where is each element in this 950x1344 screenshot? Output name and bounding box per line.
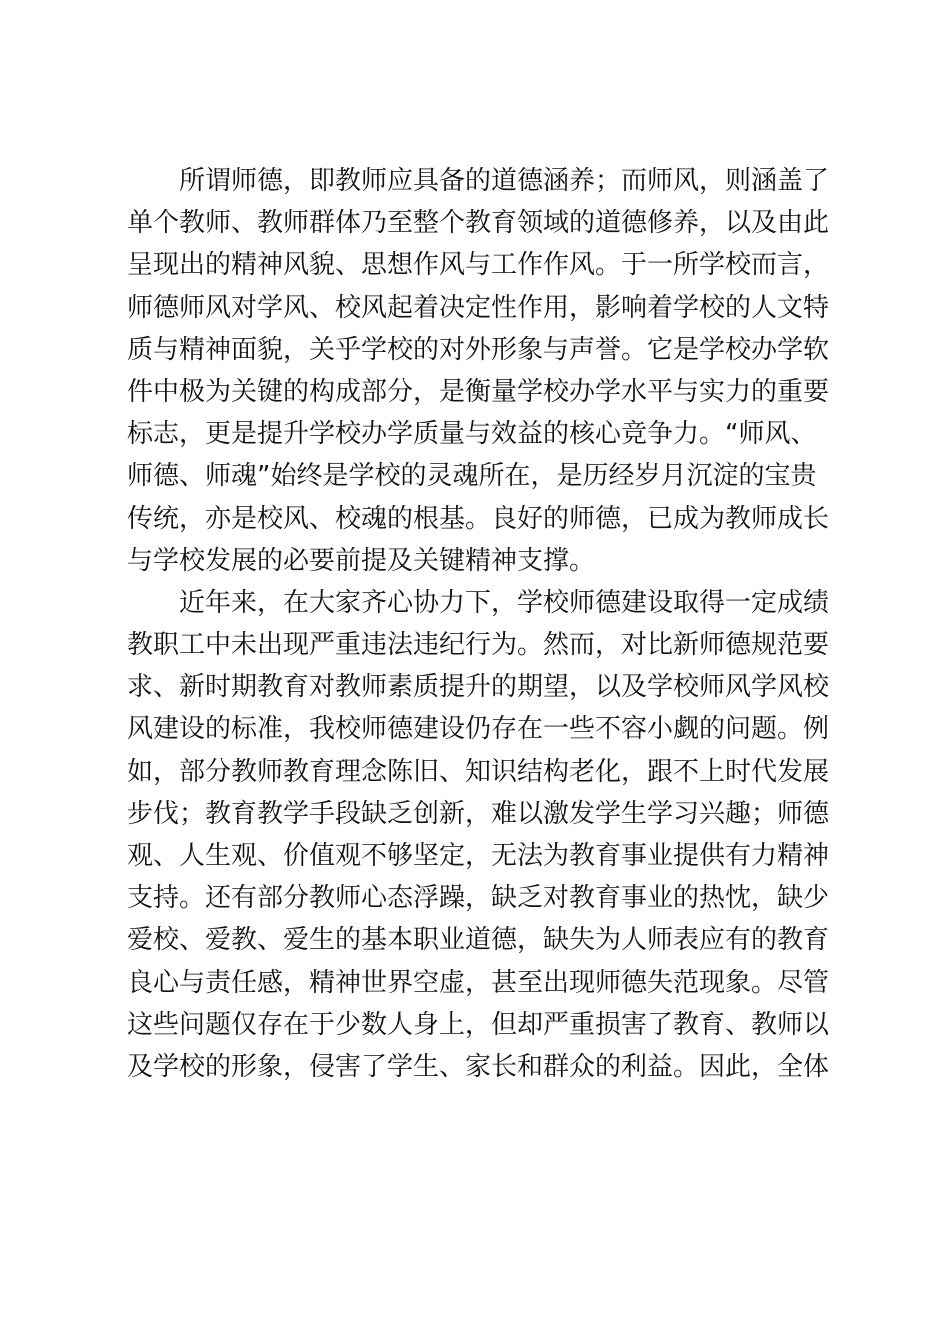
paragraph-1-line-1: 所谓师德，即教师应具备的道德涵养；而师风，则涵盖了 [179,166,830,196]
paragraph-1-line-7: 标志，更是提升学校办学质量与效益的核心竞争力。“师风、 [127,419,817,450]
paragraph-1-line-2: 单个教师、教师群体乃至整个教育领域的道德修养，以及由此 [127,208,830,239]
paragraph-1-line-10: 与学校发展的必要前提及关键精神支撑。 [127,545,596,576]
paragraph-2-line-6: 步伐；教育教学手段缺乏创新，难以激发学生学习兴趣；师德 [127,798,830,829]
paragraph-2-line-10: 良心与责任感，精神世界空虚，甚至出现师德失范现象。尽管 [127,967,830,998]
paragraph-2-line-9: 爱校、爱教、爱生的基本职业道德，缺失为人师表应有的教育 [127,925,830,956]
paragraph-1-line-8: 师德、师魂”始终是学校的灵魂所在，是历经岁月沉淀的宝贵 [127,461,817,492]
paragraph-1-line-4: 师德师风对学风、校风起着决定性作用，影响着学校的人文特 [127,292,830,323]
document-body [127,160,833,1088]
paragraph-2-line-12: 及学校的形象，侵害了学生、家长和群众的利益。因此，全体 [127,1051,830,1082]
paragraph-2-line-7: 观、人生观、价值观不够坚定，无法为教育事业提供有力精神 [127,841,830,871]
paragraph-2-line-4: 风建设的标准，我校师德建设仍存在一些不容小觑的问题。例 [127,714,830,745]
paragraph-2-line-5: 如，部分教师教育理念陈旧、知识结构老化，跟不上时代发展 [127,756,830,787]
paragraph-1-line-5: 质与精神面貌，关乎学校的对外形象与声誉。它是学校办学软 [127,334,830,365]
paragraph-2-line-1: 近年来，在大家齐心协力下，学校师德建设取得一定成绩 [179,587,830,618]
paragraph-2-line-2: 教职工中未出现严重违法违纪行为。然而，对比新师德规范要 [127,630,830,661]
paragraph-1-line-3: 呈现出的精神风貌、思想作风与工作作风。于一所学校而言， [127,250,830,281]
paragraph-1-line-9: 传统，亦是校风、校魂的根基。良好的师德，已成为教师成长 [127,503,830,534]
paragraph-2-line-11: 这些问题仅存在于少数人身上，但却严重损害了教育、教师以 [127,1009,830,1040]
paragraph-2-line-8: 支持。还有部分教师心态浮躁，缺乏对教育事业的热忱，缺少 [127,883,830,914]
paragraph-1-line-6: 件中极为关键的构成部分，是衡量学校办学水平与实力的重要 [127,376,830,407]
paragraph-2-line-3: 求、新时期教育对教师素质提升的期望，以及学校师风学风校 [127,672,830,703]
